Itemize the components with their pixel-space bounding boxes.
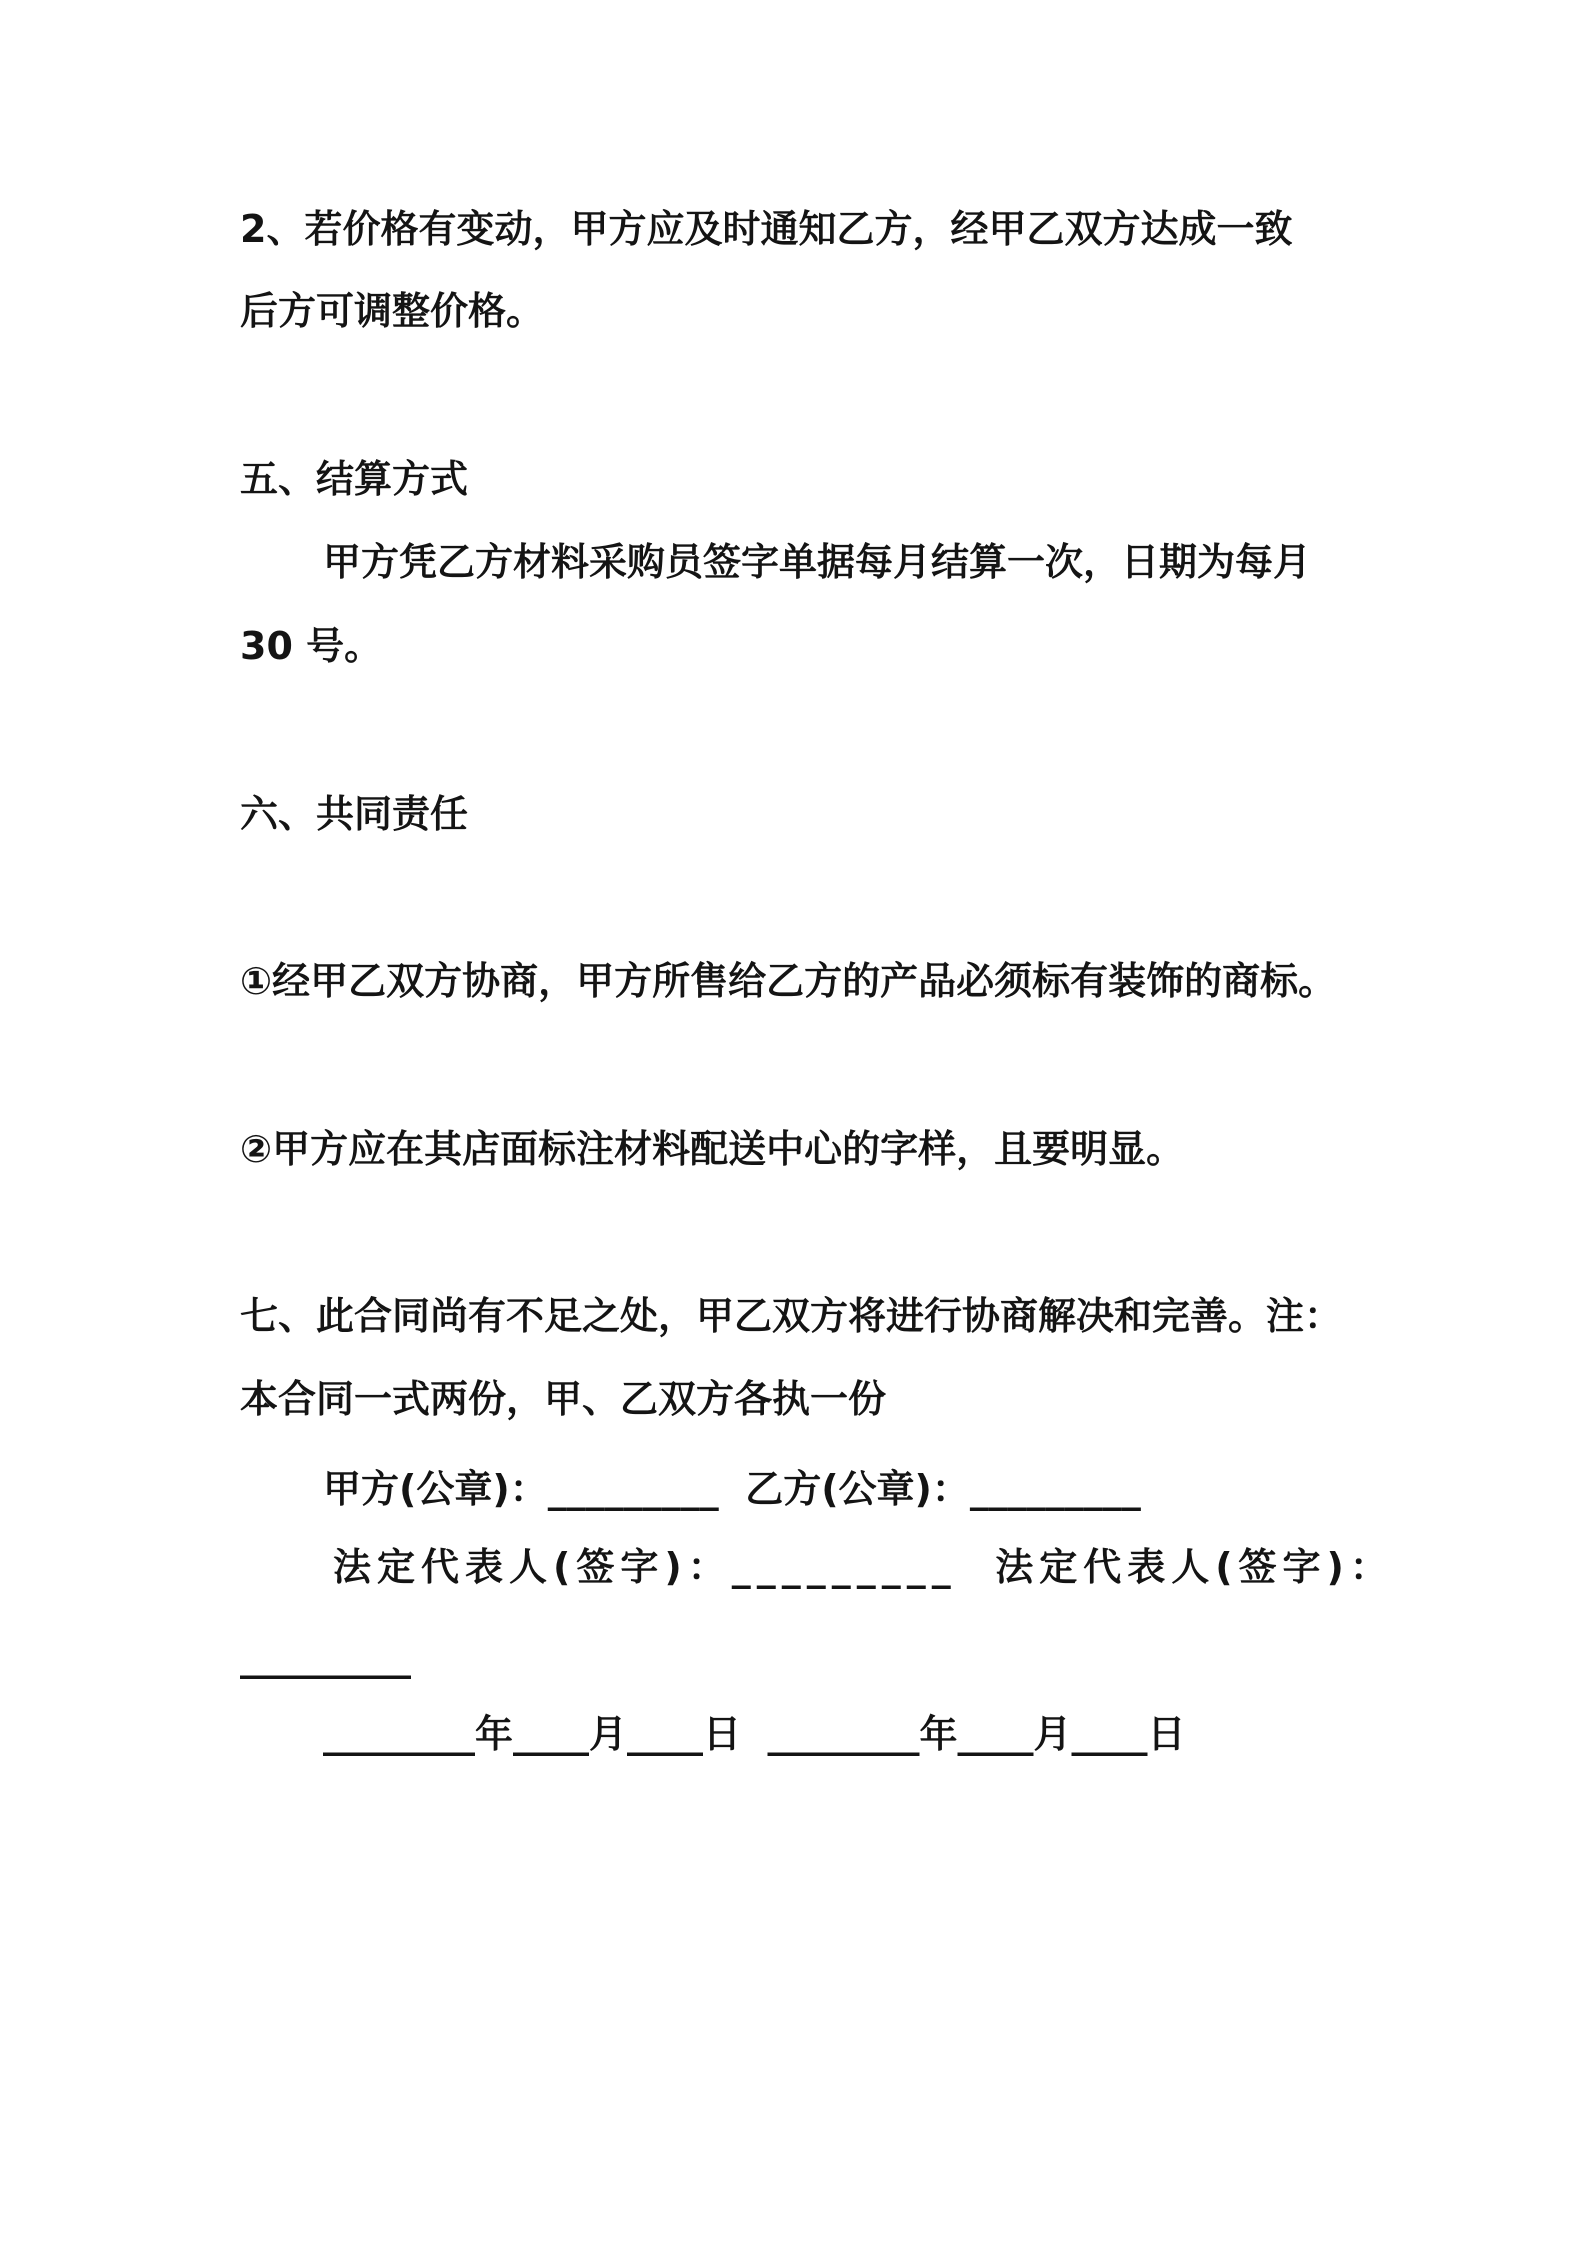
joint-responsibility-item-1: ①经甲乙双方协商，甲方所售给乙方的产品必须标有装饰的商标。: [240, 959, 1337, 1003]
settlement-line-2: 30 号。: [240, 624, 383, 668]
price-change-line-2: 后方可调整价格。: [240, 289, 545, 333]
supplement-line-1: 七、此合同尚有不足之处，甲乙双方将进行协商解决和完善。注：: [240, 1294, 1343, 1338]
representative-blank-line: _________: [240, 1635, 411, 1679]
representative-line: 法定代表人(签字)：_________ 法定代表人(签字)：: [333, 1545, 1394, 1589]
joint-responsibility-item-2: ②甲方应在其店面标注材料配送中心的字样，且要明显。: [240, 1127, 1185, 1171]
date-line: ________年____月____日 ________年____月____日: [323, 1712, 1186, 1756]
supplement-line-2: 本合同一式两份，甲、乙双方各执一份: [240, 1377, 887, 1421]
joint-responsibility-heading: 六、共同责任: [240, 792, 469, 836]
settlement-line-1: 甲方凭乙方材料采购员签字单据每月结算一次，日期为每月: [323, 540, 1312, 584]
price-change-line-1: 2、若价格有变动，甲方应及时通知乙方，经甲乙双方达成一致: [240, 207, 1293, 251]
seal-line: 甲方(公章)：_________ 乙方(公章)：_________: [323, 1467, 1141, 1511]
settlement-heading: 五、结算方式: [240, 457, 469, 501]
